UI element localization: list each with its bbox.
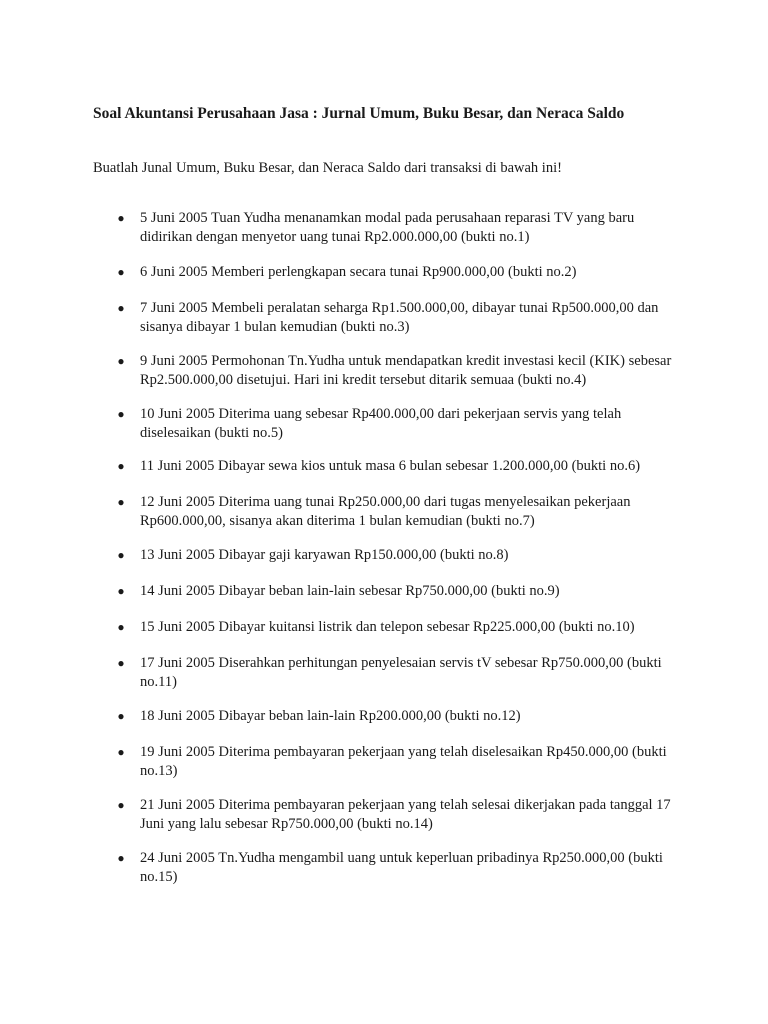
bullet-icon: ● (117, 745, 125, 759)
transaction-text: 19 Juni 2005 Diterima pembayaran pekerjaan yang telah diselesaikan Rp450.000,00 (bukti no.13) (140, 744, 667, 779)
transaction-text: 12 Juni 2005 Diterima uang tunai Rp250.000,00 dari tugas menyelesaikan pekerjaan Rp600.000,00, sisanya akan diterima 1 bulan kemudian (bukti no.7) (140, 494, 631, 529)
bullet-icon: ● (117, 798, 125, 812)
transaction-item (117, 849, 680, 886)
bullet-icon: ● (117, 709, 125, 723)
transaction-item (117, 209, 680, 246)
bullet-icon: ● (117, 265, 125, 279)
transaction-item (117, 493, 680, 530)
transaction-item (117, 263, 680, 282)
transaction-item (117, 618, 680, 637)
transaction-item (117, 796, 680, 833)
transaction-text: 10 Juni 2005 Diterima uang sebesar Rp400.000,00 dari pekerjaan servis yang telah diselesaikan (bukti no.5) (140, 406, 622, 441)
document-title: Soal Akuntansi Perusahaan Jasa : Jurnal Umum, Buku Besar, dan Neraca Saldo (93, 105, 625, 122)
transaction-text: 15 Juni 2005 Dibayar kuitansi listrik dan telepon sebesar Rp225.000,00 (bukti no.10) (140, 619, 635, 635)
bullet-icon: ● (117, 407, 125, 421)
bullet-icon: ● (117, 211, 125, 225)
transaction-item (117, 582, 680, 601)
transaction-item (117, 743, 680, 780)
bullet-icon: ● (117, 851, 125, 865)
bullet-icon: ● (117, 548, 125, 562)
bullet-icon: ● (117, 354, 125, 368)
transaction-text: 7 Juni 2005 Membeli peralatan seharga Rp1.500.000,00, dibayar tunai Rp500.000,00 dan sisanya dibayar 1 bulan kemudian (bukti no.3) (140, 300, 659, 335)
bullet-icon: ● (117, 620, 125, 634)
bullet-icon: ● (117, 459, 125, 473)
bullet-icon: ● (117, 584, 125, 598)
transaction-item (117, 405, 680, 442)
transaction-item (117, 707, 680, 726)
bullet-icon: ● (117, 656, 125, 670)
transaction-item (117, 299, 680, 336)
transaction-text: 24 Juni 2005 Tn.Yudha mengambil uang untuk keperluan pribadinya Rp250.000,00 (bukti no.15) (140, 850, 663, 885)
transaction-text: 13 Juni 2005 Dibayar gaji karyawan Rp150.000,00 (bukti no.8) (140, 547, 509, 563)
transaction-text: 18 Juni 2005 Dibayar beban lain-lain Rp200.000,00 (bukti no.12) (140, 708, 521, 724)
transaction-text: 17 Juni 2005 Diserahkan perhitungan penyelesaian servis tV sebesar Rp750.000,00 (bukti no.11) (140, 655, 662, 690)
bullet-icon: ● (117, 301, 125, 315)
document-intro: Buatlah Junal Umum, Buku Besar, dan Neraca Saldo dari transaksi di bawah ini! (93, 160, 562, 176)
transaction-text: 21 Juni 2005 Diterima pembayaran pekerjaan yang telah selesai dikerjakan pada tanggal 17 Juni yang lalu sebesar Rp750.000,00 (bukti no.14) (140, 797, 671, 832)
transaction-item (117, 546, 680, 565)
transaction-item (117, 352, 680, 389)
transaction-item (117, 457, 680, 476)
transaction-item (117, 654, 680, 691)
transaction-text: 6 Juni 2005 Memberi perlengkapan secara tunai Rp900.000,00 (bukti no.2) (140, 264, 577, 280)
transaction-text: 5 Juni 2005 Tuan Yudha menanamkan modal pada perusahaan reparasi TV yang baru didirikan dengan menyetor uang tunai Rp2.000.000,00 (bukti no.1) (140, 210, 635, 245)
transaction-text: 9 Juni 2005 Permohonan Tn.Yudha untuk mendapatkan kredit investasi kecil (KIK) sebesar Rp2.500.000,00 disetujui. Hari ini kredit tersebut ditarik semuaa (bukti no.4) (140, 353, 672, 388)
transaction-text: 14 Juni 2005 Dibayar beban lain-lain sebesar Rp750.000,00 (bukti no.9) (140, 583, 560, 599)
bullet-icon: ● (117, 495, 125, 509)
transaction-text: 11 Juni 2005 Dibayar sewa kios untuk masa 6 bulan sebesar 1.200.000,00 (bukti no.6) (140, 458, 641, 474)
